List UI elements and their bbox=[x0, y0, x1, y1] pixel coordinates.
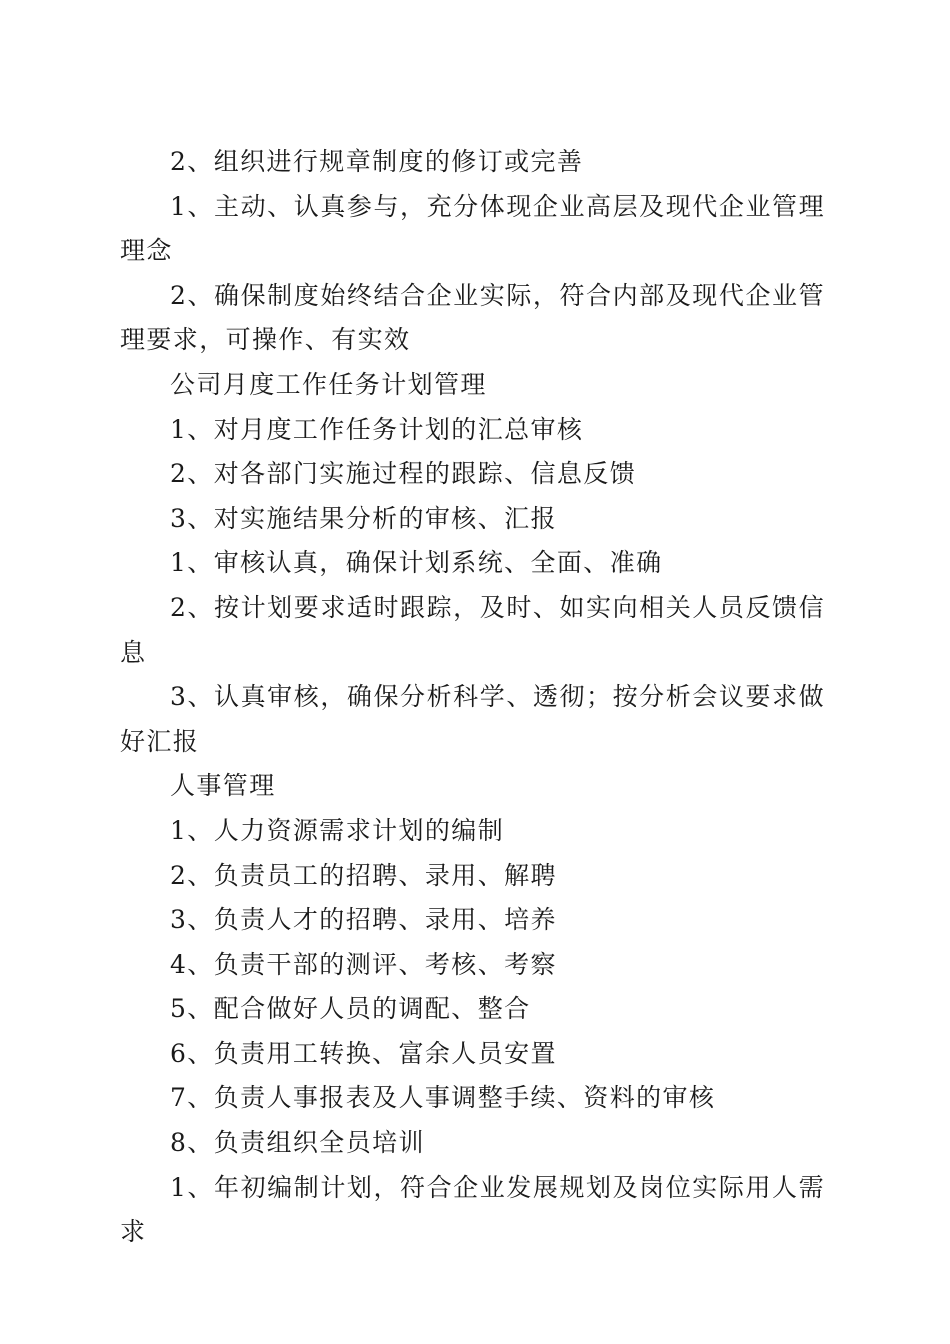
paragraph-plan-review: 1、对月度工作任务计划的汇总审核 bbox=[170, 414, 584, 444]
paragraph-annual-plan: 1、年初编制计划，符合企业发展规划及岗位实际用人需求 bbox=[120, 1172, 825, 1247]
paragraph-staff-placement: 6、负责用工转换、富余人员安置 bbox=[170, 1038, 557, 1068]
paragraph-staff-hiring: 2、负责员工的招聘、录用、解聘 bbox=[170, 860, 557, 890]
paragraph-staff-training: 8、负责组织全员培训 bbox=[170, 1128, 425, 1158]
paragraph-hr-plan: 1、人力资源需求计划的编制 bbox=[170, 815, 505, 845]
section-heading-hr: 人事管理 bbox=[170, 771, 276, 801]
paragraph-staff-allocation: 5、配合做好人员的调配、整合 bbox=[170, 994, 531, 1024]
document-body bbox=[120, 140, 825, 1255]
paragraph-talent-hiring: 3、负责人才的招聘、录用、培养 bbox=[170, 905, 557, 935]
paragraph-timely-tracking: 2、按计划要求适时跟踪，及时、如实向相关人员反馈信息 bbox=[120, 592, 825, 667]
paragraph-tracking-feedback: 2、对各部门实施过程的跟踪、信息反馈 bbox=[170, 459, 637, 489]
section-heading-monthly-plan: 公司月度工作任务计划管理 bbox=[170, 369, 487, 399]
paragraph-ensure-system: 2、确保制度始终结合企业实际，符合内部及现代企业管理要求，可操作、有实效 bbox=[120, 280, 825, 355]
paragraph-cadre-evaluation: 4、负责干部的测评、考核、考察 bbox=[170, 949, 557, 979]
paragraph-revise-rules: 2、组织进行规章制度的修订或完善 bbox=[170, 147, 584, 176]
paragraph-careful-review: 1、审核认真，确保计划系统、全面、准确 bbox=[170, 548, 663, 578]
paragraph-result-analysis: 3、对实施结果分析的审核、汇报 bbox=[170, 503, 557, 533]
paragraph-scientific-analysis: 3、认真审核，确保分析科学、透彻；按分析会议要求做好汇报 bbox=[120, 682, 825, 756]
paragraph-hr-reports: 7、负责人事报表及人事调整手续、资料的审核 bbox=[170, 1083, 716, 1113]
paragraph-active-participation: 1、主动、认真参与，充分体现企业高层及现代企业管理理念 bbox=[120, 191, 825, 266]
